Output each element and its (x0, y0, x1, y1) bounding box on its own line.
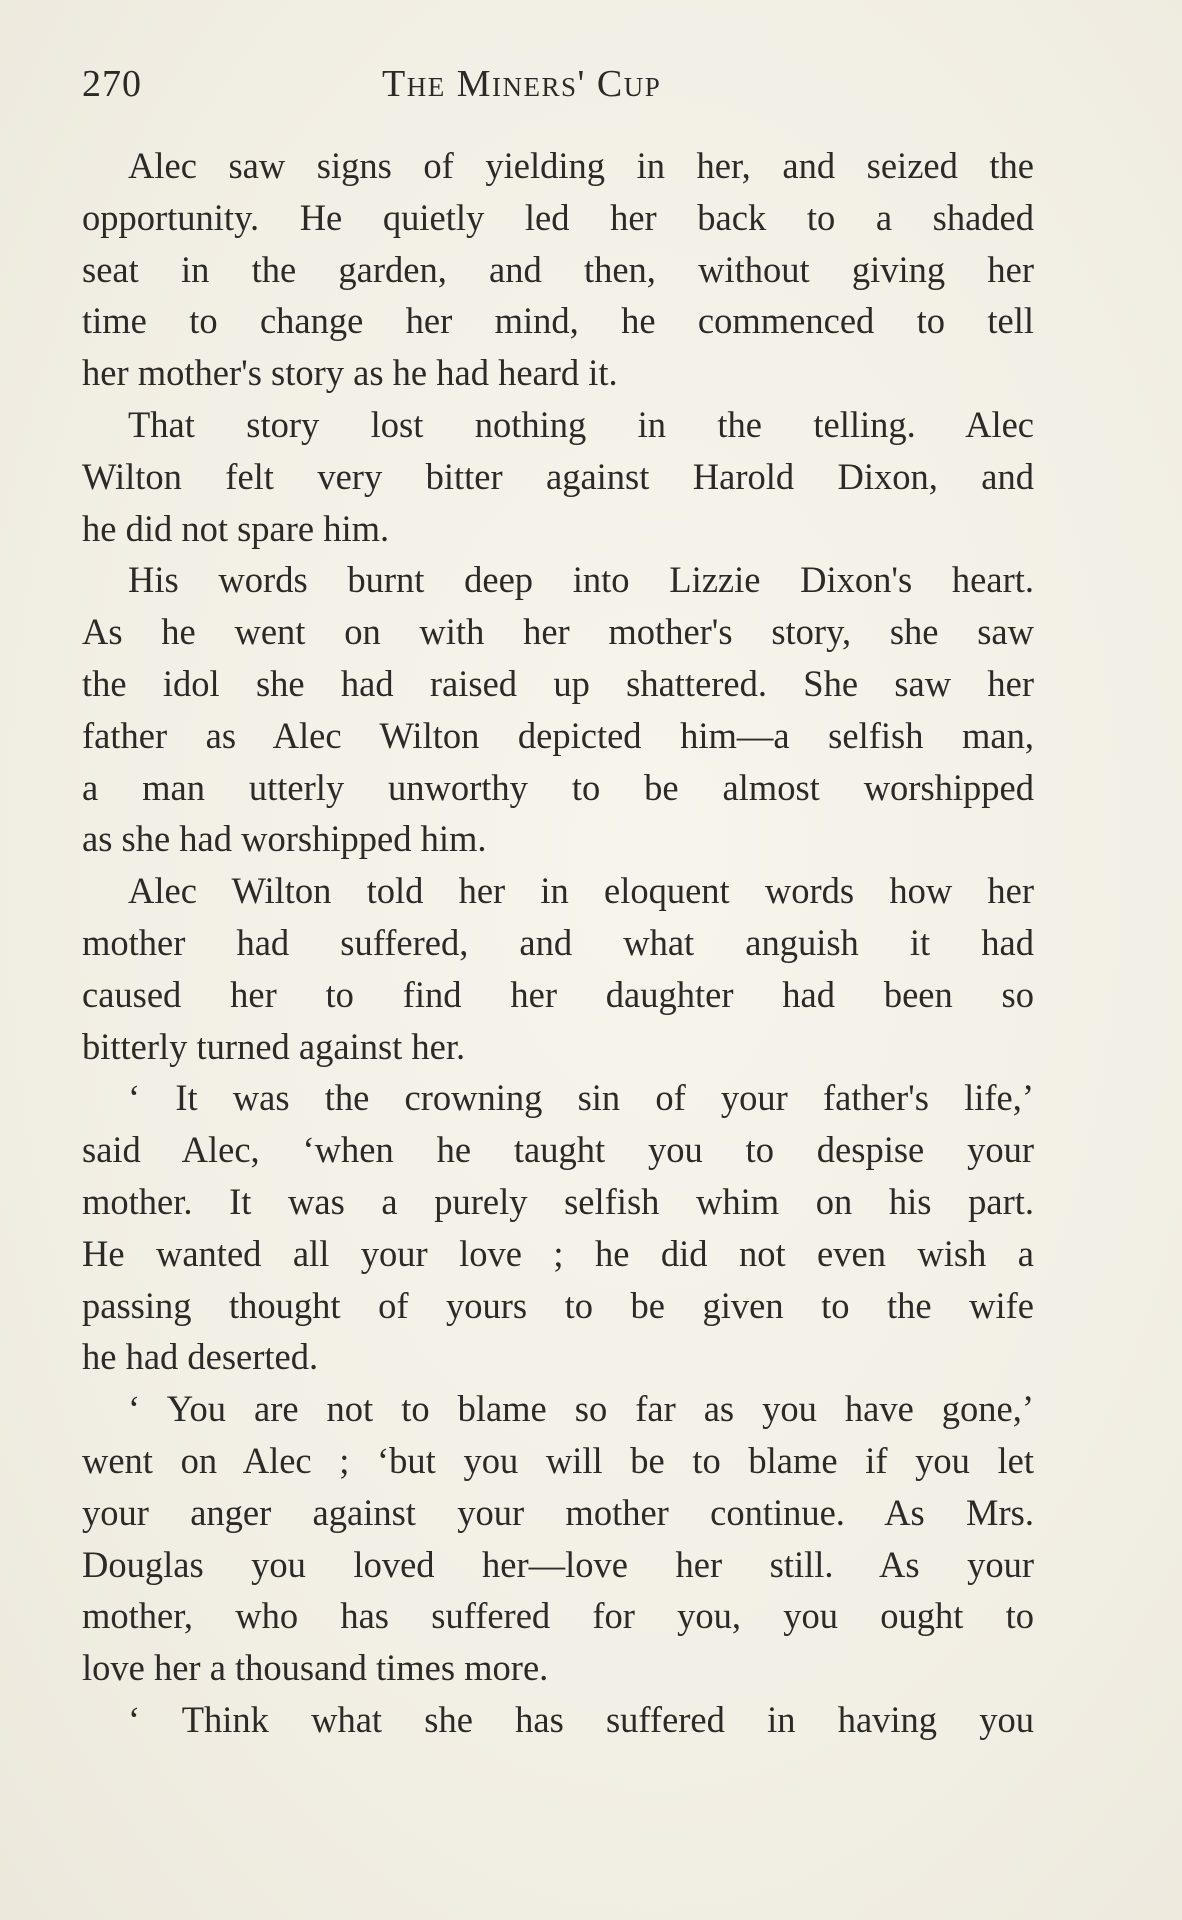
text-line: as she had worshipped him. (82, 818, 487, 860)
text-line: went on Alec ; ‘but you will be to blame if you let (82, 1439, 1034, 1481)
page-number: 270 (82, 63, 142, 105)
text-line: mother. It was a purely selfish whim on his part. (82, 1180, 1034, 1222)
text-line: caused her to find her daughter had been so (82, 973, 1034, 1015)
text-line: he had deserted. (82, 1336, 319, 1378)
text-line: That story lost nothing in the telling. Alec (128, 403, 1034, 445)
text-line: time to change her mind, he commenced to tell (82, 300, 1034, 342)
text-line: As he went on with her mother's story, she saw (82, 611, 1034, 653)
text-line: bitterly turned against her. (82, 1025, 466, 1067)
text-line: ‘ Think what she has suffered in having you (128, 1698, 1034, 1740)
text-line: Alec Wilton told her in eloquent words how her (128, 870, 1034, 912)
text-line: love her a thousand times more. (82, 1647, 549, 1689)
text-line: a man utterly unworthy to be almost worshipped (82, 766, 1034, 808)
text-line: Douglas you loved her—love her still. As your (82, 1543, 1034, 1585)
text-line: opportunity. He quietly led her back to a shaded (82, 196, 1034, 238)
text-line: her mother's story as he had heard it. (82, 352, 618, 394)
text-line: ‘ It was the crowning sin of your father's life,’ (128, 1077, 1034, 1119)
text-line: He wanted all your love ; he did not even wish a (82, 1232, 1034, 1274)
text-line: seat in the garden, and then, without giving her (82, 248, 1034, 290)
text-line: he did not spare him. (82, 507, 390, 549)
text-line: Alec saw signs of yielding in her, and seized the (128, 145, 1034, 186)
text-line: mother, who has suffered for you, you ought to (82, 1595, 1034, 1637)
text-line: passing thought of yours to be given to the wife (82, 1284, 1034, 1326)
page-header (82, 62, 1042, 112)
text-line: said Alec, ‘when he taught you to despise your (82, 1129, 1034, 1171)
text-line: father as Alec Wilton depicted him—a selfish man, (82, 714, 1034, 756)
text-line: ‘ You are not to blame so far as you have gone,’ (128, 1388, 1034, 1430)
text-line: your anger against your mother continue. As Mrs. (82, 1491, 1034, 1533)
text-line: His words burnt deep into Lizzie Dixon's heart. (128, 559, 1034, 601)
text-line: Wilton felt very bitter against Harold Dixon, and (82, 455, 1034, 497)
body-text (82, 140, 1034, 1746)
running-title: The Miners' Cup (382, 63, 662, 105)
text-line: the idol she had raised up shattered. She saw her (82, 662, 1034, 704)
text-line: mother had suffered, and what anguish it had (82, 921, 1034, 963)
